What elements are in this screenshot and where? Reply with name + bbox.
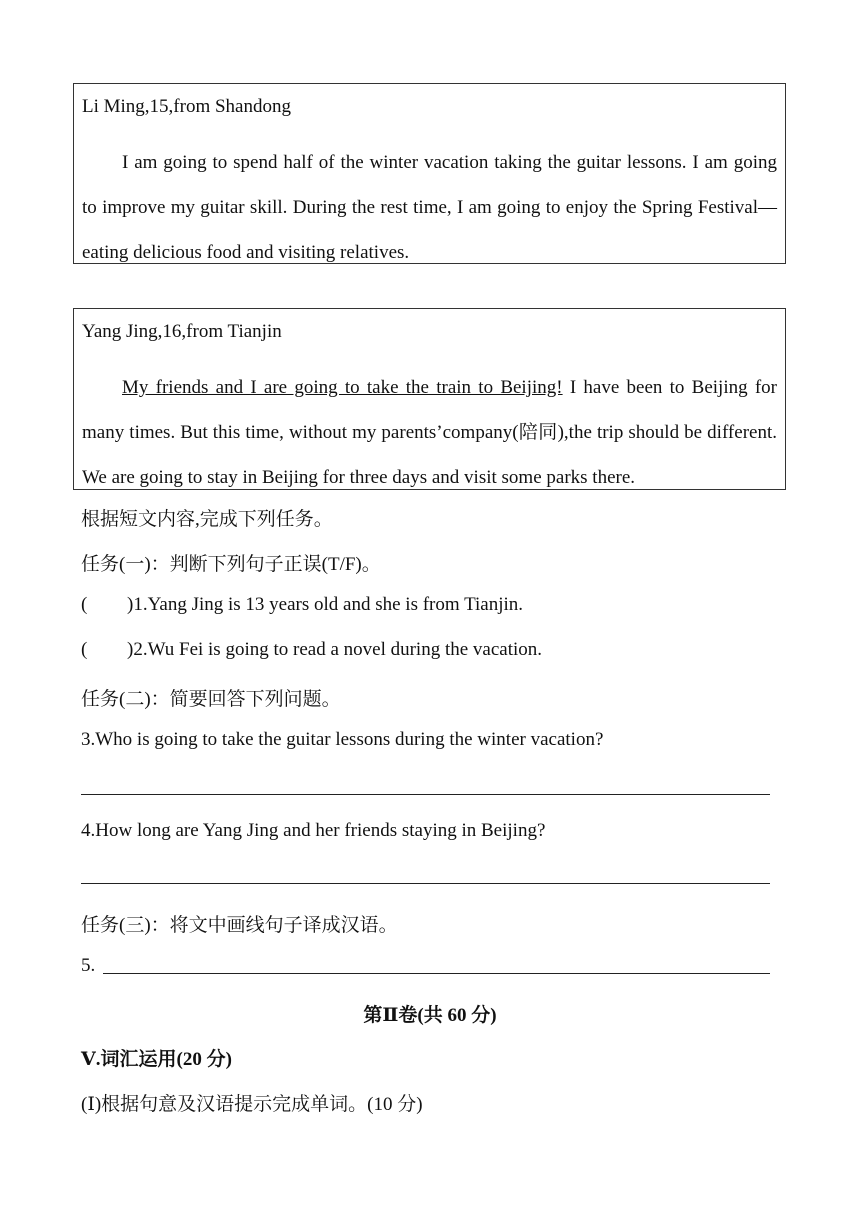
passage-text-rest: I have been to Beijing for many times. But this time, without my parents’company(陪同),the trip should be different. We are going to stay in Beijing for three days and visit some parks there. xyxy=(82,377,778,488)
instructions: 根据短文内容,完成下列任务。 xyxy=(81,509,333,530)
passage-box-yang-jing xyxy=(73,308,786,490)
question-4: 4.How long are Yang Jing and her friends staying in Beijing? xyxy=(81,820,546,841)
answer-paren-1[interactable]: ( xyxy=(81,594,88,615)
part-5-title: Ⅴ.词汇运用(20 分) xyxy=(81,1049,232,1070)
answer-line-4[interactable] xyxy=(81,883,770,884)
question-3: 3.Who is going to take the guitar lessons during the winter vacation? xyxy=(81,729,604,750)
answer-paren-2[interactable]: ( xyxy=(81,639,88,660)
question-5-label: 5. xyxy=(81,955,96,976)
task1-title: 任务(一)：判断下列句子正误(T/F)。 xyxy=(81,554,381,575)
passage-header-yang-jing: Yang Jing,16,from Tianjin xyxy=(82,321,282,342)
task3-title: 任务(三)：将文中画线句子译成汉语。 xyxy=(81,915,398,936)
passage-header-li-ming: Li Ming,15,from Shandong xyxy=(82,96,291,117)
section-title: 第Ⅱ卷(共 60 分) xyxy=(363,1005,497,1026)
task2-title: 任务(二)：简要回答下列问题。 xyxy=(81,689,341,710)
passage-box-li-ming xyxy=(73,83,786,264)
passage-text-yang-jing xyxy=(82,365,777,500)
passage-text-li-ming: I am going to spend half of the winter vacation taking the guitar lessons. I am going to improve my guitar skill. During the rest time, I am going to enjoy the Spring Festival—eating delicious food and visiting relatives. xyxy=(82,152,777,263)
question-1: ( )1.Yang Jing is 13 years old and she is from Tianjin. xyxy=(81,594,524,615)
answer-line-5[interactable] xyxy=(103,973,770,974)
question-2: ( )2.Wu Fei is going to read a novel during the vacation. xyxy=(81,639,543,660)
underlined-sentence: My friends and I are going to take the train to Beijing! xyxy=(122,377,563,398)
subsection-1-title: (Ⅰ)根据句意及汉语提示完成单词。(10 分) xyxy=(81,1094,423,1115)
answer-line-3[interactable] xyxy=(81,794,770,795)
